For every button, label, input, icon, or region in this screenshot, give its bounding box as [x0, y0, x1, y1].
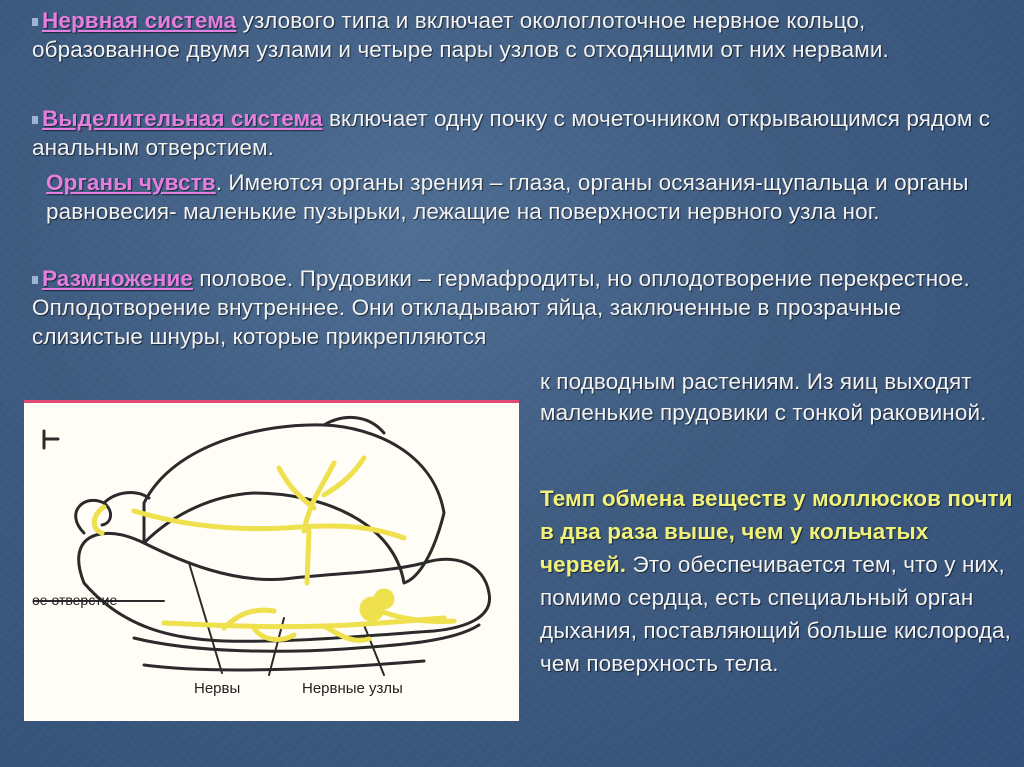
reproduction-text: половое. Прудовики – гермафродиты, но оплодотворение перекрестное. Оплодотворение внутреннее. Они откладывают яйца, заключенные в прозрачные слизистые шнуры, которые прикрепляются	[32, 266, 970, 349]
figure-label-opening: ое отверстие	[32, 592, 118, 608]
figure-label-ganglia: Нервные узлы	[302, 680, 403, 697]
bullet-icon	[32, 116, 38, 124]
metabolism-text: Это обеспечивается тем, что у них, помимо сердца, есть специальный орган дыхания, поставляющий больше кислорода, чем поверхность тела.	[540, 552, 1011, 676]
nerves	[94, 458, 454, 640]
snail-diagram	[24, 403, 519, 721]
metabolism-paragraph	[540, 482, 1015, 680]
reproduction-continued-text: к подводным растениям. Из яиц выходят маленькие прудовики с тонкой раковиной.	[540, 369, 987, 425]
bullet-icon	[32, 276, 38, 284]
bullet-icon	[32, 18, 38, 26]
sense-organs-text: . Имеются органы зрения – глаза, органы осязания-щупальца и органы равновесия- маленькие пузырьки, лежащие на поверхности нервного узла ног.	[46, 170, 969, 224]
excretory-system-title: Выделительная система	[42, 106, 323, 131]
reproduction-title: Размножение	[42, 266, 194, 291]
reproduction-continued	[540, 366, 1010, 428]
nervous-system-text: узлового типа и включает окологлоточное нервное кольцо, образованное двумя узлами и четыре пары узлов с отходящими от них нервами.	[32, 8, 889, 62]
sense-organs-paragraph	[46, 168, 986, 226]
metabolism-bold-text: Темп обмена веществ у моллюсков почти в два раза выше, чем у кольчатых червей.	[540, 486, 1013, 577]
snail-nervous-system-figure	[24, 400, 519, 721]
reproduction-paragraph	[32, 264, 987, 351]
sense-organs-title: Органы чувств	[46, 170, 216, 195]
nervous-system-paragraph	[32, 6, 1012, 64]
excretory-system-text: включает одну почку с мочеточником открывающимся рядом с анальным отверстием.	[32, 106, 991, 160]
shell-outline	[144, 425, 444, 583]
excretory-system-paragraph	[32, 104, 992, 162]
figure-label-nerves: Нервы	[194, 680, 241, 697]
nervous-system-title: Нервная система	[42, 8, 237, 33]
